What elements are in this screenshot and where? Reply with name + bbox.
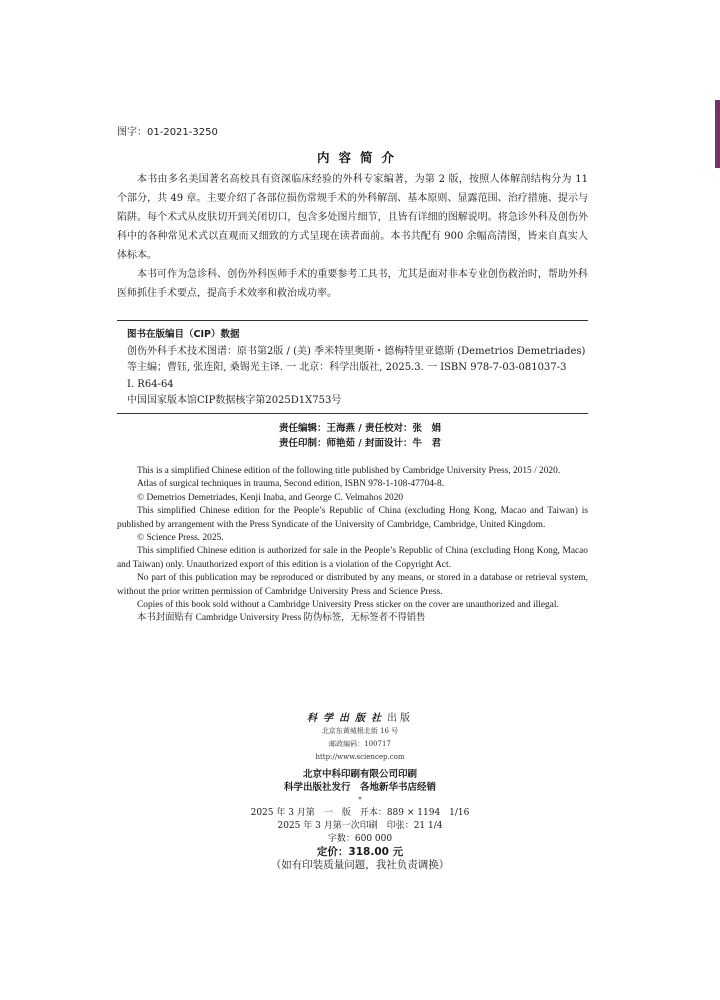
- copyright-paragraph: Copies of this book sold without a Cambridge University Press sticker on the cover are unauthorized and illegal.: [137, 600, 559, 611]
- copyright-paragraph: © Demetrios Demetriades, Kenji Inaba, and George C. Velmahos 2020: [137, 492, 404, 503]
- copyright-paragraph: Atlas of surgical techniques in trauma, Second edition, ISBN 978-1-108-47704-8.: [137, 479, 445, 490]
- publisher-address: 北京东黄城根北街 16 号: [321, 727, 399, 735]
- publisher-url: http://www.sciencep.com: [315, 753, 405, 761]
- copyright-paragraph: © Science Press. 2025.: [137, 533, 224, 544]
- print-line: 2025 年 3 月第一次印刷 印张：21 1/4: [277, 821, 443, 831]
- intro-paragraph: 本书可作为急诊科、创伤外科医师手术的重要参考工具书，尤其是面对非本专业创伤救治时，帮助外科医师抓住手术要点，提高手术效率和救治成功率。: [117, 269, 588, 299]
- cip-title: 图书在版编目（CIP）数据: [127, 329, 240, 340]
- cip-top-rule: [117, 320, 588, 321]
- cip-line: 创伤外科手术技术图谱：原书第2版 / (美) 季米特里奥斯・德梅特里亚德斯 (Demetrios Demetriades): [127, 345, 586, 357]
- copyright-paragraph: This is a simplified Chinese edition of the following title published by Cambridge University Press, 2015 / 2020.: [137, 466, 561, 476]
- intro-heading: 内容简介: [316, 150, 403, 165]
- publisher-postcode: 邮政编码：100717: [329, 740, 391, 748]
- cip-block: [127, 327, 588, 410]
- price: 定价：318.00 元: [316, 846, 404, 858]
- word-count: 字数：600 000: [327, 834, 393, 844]
- cip-line: Ⅰ. R64-64: [127, 378, 174, 390]
- copyright-notice: [117, 465, 588, 626]
- printer-line: 北京中科印刷有限公司印刷: [302, 769, 417, 780]
- copyright-registration-number: 图字：01-2021-3250: [117, 127, 218, 138]
- editors-line: 责任编辑：王海燕 / 责任校对：张 娟: [278, 423, 442, 434]
- copyright-paragraph: This simplified Chinese edition for the People’s Republic of China (excluding Hong Kong, Macao and Taiwan) is published by arrangement with the Press Syndicate of the University of Cambridge, Cambridge, United Kingdom.: [117, 506, 588, 530]
- publisher-name-suffix: 出版: [387, 713, 413, 724]
- separator-star: *: [358, 796, 362, 804]
- distribution-line: 科学出版社发行 各地新华书店经销: [283, 782, 436, 793]
- quality-note: （如有印装质量问题，我社负责调换）: [270, 859, 450, 871]
- copyright-paragraph: 本书封面贴有 Cambridge University Press 防伪标签，无标签者不得销售: [137, 613, 426, 624]
- publisher-name-line: [0, 712, 720, 725]
- cip-bottom-rule: [117, 413, 588, 414]
- edition-line: 2025 年 3 月第 一 版 开本：889 × 1194 1/16: [250, 808, 470, 818]
- publisher-colophon: [0, 712, 720, 872]
- intro-paragraph: 本书由多名美国著名高校具有资深临床经验的外科专家编著，为第 2 版，按照人体解剖结构分为 11 个部分，共 49 章。主要介绍了各部位损伤常规手术的外科解剖、基本原则、显露范围、治疗措施、提示与陷阱。每个术式从皮肤切开到关闭切口，包含多处图片细节，且皆有详细的图解说明。将急诊外科及创伤外科中的各种常见术式以直观而又细致的方式呈现在读者面前。本书共配有 900 余幅高清图，皆来自真实人体标本。: [117, 174, 588, 261]
- cip-line: 中国国家版本馆CIP数据核字第2025D1X753号: [127, 395, 342, 406]
- editors-credits: [0, 421, 720, 451]
- copyright-paragraph: This simplified Chinese edition is authorized for sale in the People’s Republic of China (excluding Hong Kong, Macao and Taiwan) only. Unauthorized export of this edition is a violation of the Copyright Act.: [117, 546, 588, 570]
- copyright-paragraph: No part of this publication may be reproduced or distributed by any means, or stored in a database or retrieval system, without the prior written permission of Cambridge University Press and Science Press.: [117, 573, 588, 597]
- intro-section: [117, 170, 588, 303]
- editors-line: 责任印制：师艳茹 / 封面设计：牛 君: [278, 438, 442, 449]
- publisher-name: 科学出版社: [307, 713, 387, 724]
- cip-line: 等主编；曹钰, 张连阳, 桑锡光主译. 一 北京：科学出版社, 2025.3. 一 ISBN 978-7-03-081037-3: [127, 362, 567, 373]
